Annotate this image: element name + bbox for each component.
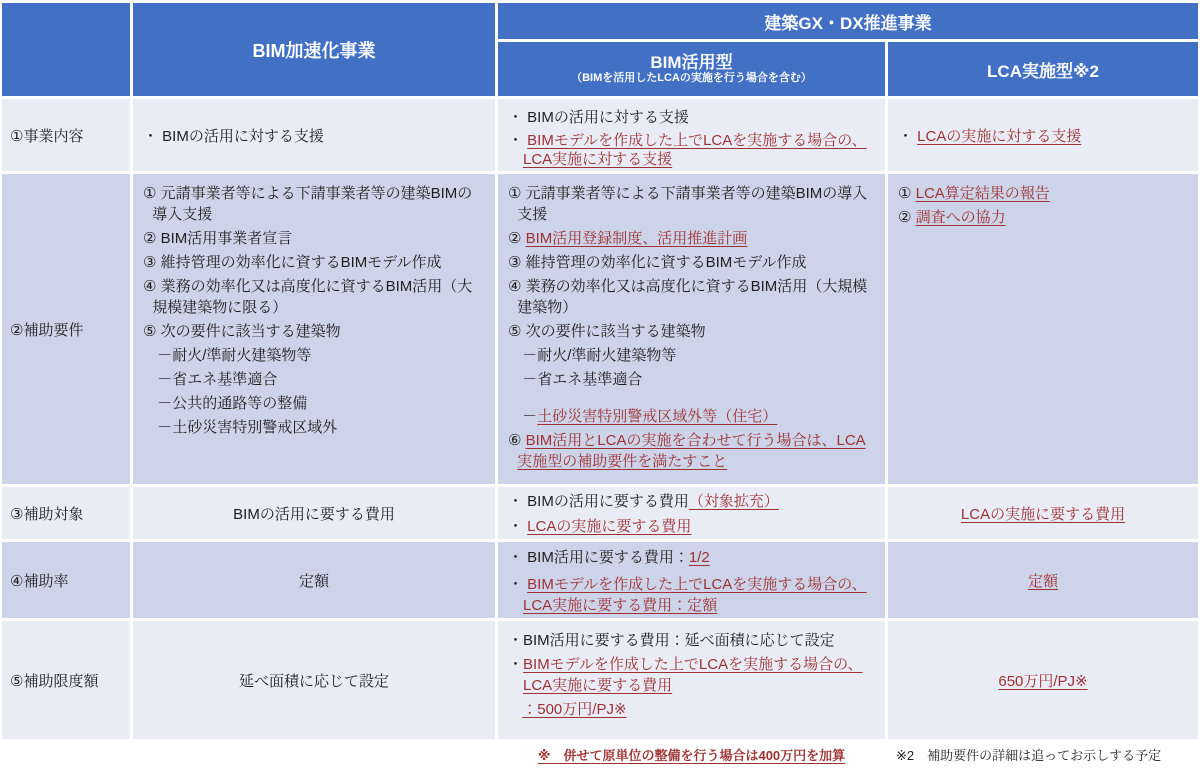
row-label-taisho	[2, 487, 130, 539]
cell-jigyo-lca	[888, 99, 1198, 171]
text-segment: ②	[898, 209, 916, 226]
text-segment: ② BIM活用事業者宣言	[143, 230, 293, 247]
header-empty-cell	[2, 3, 130, 96]
text-line	[508, 547, 877, 568]
text-segment: ・ BIMの活用に対する支援	[508, 109, 689, 126]
text-segment: ・ BIMの活用に対する支援	[143, 127, 324, 145]
text-segment: LCAの実施に要する費用	[527, 518, 692, 535]
text-line	[508, 654, 877, 696]
text-line	[898, 183, 1190, 204]
text-segment: －耐火/準耐火建築物等	[157, 347, 312, 364]
header-bim-util-label: BIM活用型	[650, 52, 733, 72]
text-segment: 650万円/PJ※	[998, 672, 1088, 690]
text-line	[898, 207, 1190, 228]
cell-yoken-util	[498, 174, 885, 484]
cell-taisho-lca	[888, 487, 1198, 539]
text-segment: BIM活用登録制度、活用推進計画	[525, 230, 748, 247]
text-segment: BIMモデルを作成した上でLCAを実施する場合の、LCA実施に要する費用：定額	[523, 575, 867, 614]
header-lca-label: LCA実施型※2	[987, 61, 1099, 81]
text-segment: ③ 維持管理の効率化に資するBIMモデル作成	[143, 254, 442, 271]
text-line	[143, 228, 487, 249]
text-segment: ・	[508, 518, 528, 535]
header-bim-accel-label: BIM加速化事業	[252, 40, 376, 61]
text-segment: 1/2	[688, 548, 710, 566]
text-segment: －省エネ基準適合	[157, 371, 278, 388]
row-label-text: ④補助率	[10, 572, 69, 590]
text-line	[508, 430, 877, 472]
text-line	[157, 345, 487, 366]
cell-text: 定額	[298, 572, 329, 590]
text-line	[998, 670, 1087, 691]
row-label-text: ②補助要件	[10, 321, 84, 339]
row-label-yoken	[2, 174, 130, 484]
text-segment: ・BIM活用に要する費用：延べ面積に応じて設定	[508, 632, 835, 649]
text-segment: ① 元請事業者等による下請事業者等の建築BIMの導入支援	[143, 185, 473, 223]
row-label-ritsu	[2, 542, 130, 618]
cell-text: BIMの活用に要する費用	[233, 505, 395, 523]
footnote-lca: ※2 補助要件の詳細は追ってお示しする予定	[896, 748, 1162, 763]
text-line	[508, 574, 877, 616]
text-line	[157, 417, 487, 438]
text-segment: ・ BIM活用に要する費用：	[508, 548, 689, 566]
row-label-text: ③補助対象	[10, 505, 84, 523]
header-bim-util	[498, 42, 885, 96]
text-line	[1028, 570, 1058, 591]
text-line	[508, 276, 877, 318]
text-segment: －土砂災害特別警戒区域外	[157, 419, 338, 436]
cell-ritsu-accel	[133, 542, 495, 618]
cell-gendo-util	[498, 621, 885, 739]
text-segment: ・	[508, 656, 524, 673]
cell-taisho-util	[498, 487, 885, 539]
row-label-gendo	[2, 621, 130, 739]
text-segment: －耐火/準耐火建築物等	[522, 347, 677, 364]
header-bim-accel	[133, 3, 495, 96]
header-bim-util-subtitle: （BIMを活用したLCAの実施を行う場合を含む）	[571, 72, 812, 85]
text-line	[508, 517, 877, 537]
text-segment: －省エネ基準適合	[522, 371, 643, 388]
text-segment: ・	[508, 131, 528, 149]
text-line	[898, 126, 1190, 147]
cell-gendo-accel	[133, 621, 495, 739]
text-line	[157, 369, 487, 390]
text-segment: ：500万円/PJ※	[522, 701, 627, 718]
text-line	[508, 492, 877, 512]
row-label-jigyo	[2, 99, 130, 171]
text-segment: 定額	[1027, 572, 1058, 590]
text-line	[522, 406, 877, 427]
text-segment: BIM活用とLCAの実施を合わせて行う場合は、LCA実施型の補助要件を満たすこと	[517, 432, 866, 470]
text-segment: LCAの実施に要する費用	[960, 505, 1126, 523]
cell-text: 延べ面積に応じて設定	[238, 672, 389, 690]
cell-ritsu-util	[498, 542, 885, 618]
text-line	[522, 345, 877, 366]
text-segment: ④ 業務の効率化又は高度化に資するBIM活用（大規模建築物）	[508, 278, 868, 316]
text-line	[508, 321, 877, 342]
text-segment: ⑥	[508, 432, 526, 449]
cell-yoken-lca	[888, 174, 1198, 484]
cell-taisho-accel	[133, 487, 495, 539]
text-line	[508, 131, 877, 170]
text-line	[143, 126, 487, 147]
text-segment: ③ 維持管理の効率化に資するBIMモデル作成	[508, 254, 807, 271]
text-segment: LCAの実施に対する支援	[917, 127, 1082, 145]
text-line	[143, 321, 487, 342]
cell-jigyo-accel	[133, 99, 495, 171]
text-segment: 土砂災害特別警戒区域外等（住宅）	[537, 408, 778, 425]
row-label-text: ⑤補助限度額	[10, 672, 99, 690]
text-line	[961, 503, 1125, 524]
text-line	[508, 183, 877, 225]
row-label-text: ①事業内容	[10, 127, 84, 145]
text-segment: LCA算定結果の報告	[915, 185, 1050, 202]
cell-ritsu-lca	[888, 542, 1198, 618]
text-line	[522, 699, 877, 720]
text-segment: （対象拡充）	[688, 492, 779, 510]
text-segment: ① 元請事業者等による下請事業者等の建築BIMの導入支援	[508, 185, 868, 223]
cell-yoken-accel	[133, 174, 495, 484]
text-segment: BIMモデルを作成した上でLCAを実施する場合の、LCA実施に要する費用	[523, 656, 863, 694]
text-segment: ⑤ 次の要件に該当する建築物	[143, 323, 341, 340]
text-segment: 調査への協力	[915, 209, 1006, 226]
text-segment: ①	[898, 185, 916, 202]
footnotes	[0, 739, 1200, 764]
header-gx-dx	[498, 3, 1198, 39]
text-line	[143, 183, 487, 225]
cell-jigyo-util	[498, 99, 885, 171]
text-segment: －公共的通路等の整備	[157, 395, 308, 412]
text-line	[508, 228, 877, 249]
text-line	[143, 252, 487, 273]
header-gx-dx-label: 建築GX・DX推進事業	[764, 13, 932, 33]
text-segment: ②	[508, 230, 526, 247]
text-segment: ・	[898, 127, 918, 145]
text-line	[143, 276, 487, 318]
header-lca	[888, 42, 1198, 96]
text-segment: ・ BIMの活用に要する費用	[508, 492, 689, 510]
text-segment: BIMモデルを作成した上でLCAを実施する場合の、LCA実施に対する支援	[523, 131, 867, 168]
text-line	[522, 369, 877, 390]
footnote-bim-util: ※ 併せて原単位の整備を行う場合は400万円を加算	[537, 748, 846, 763]
cell-gendo-lca	[888, 621, 1198, 739]
text-segment: ・	[508, 575, 528, 593]
text-line	[508, 630, 877, 651]
text-segment: －	[522, 408, 538, 425]
text-line	[508, 108, 877, 128]
text-segment: ⑤ 次の要件に該当する建築物	[508, 323, 706, 340]
text-line	[508, 252, 877, 273]
text-line	[157, 393, 487, 414]
text-segment: ④ 業務の効率化又は高度化に資するBIM活用（大規模建築物に限る）	[143, 278, 473, 316]
spacer-line	[508, 393, 877, 403]
header-gx-dx-group	[498, 3, 1198, 96]
